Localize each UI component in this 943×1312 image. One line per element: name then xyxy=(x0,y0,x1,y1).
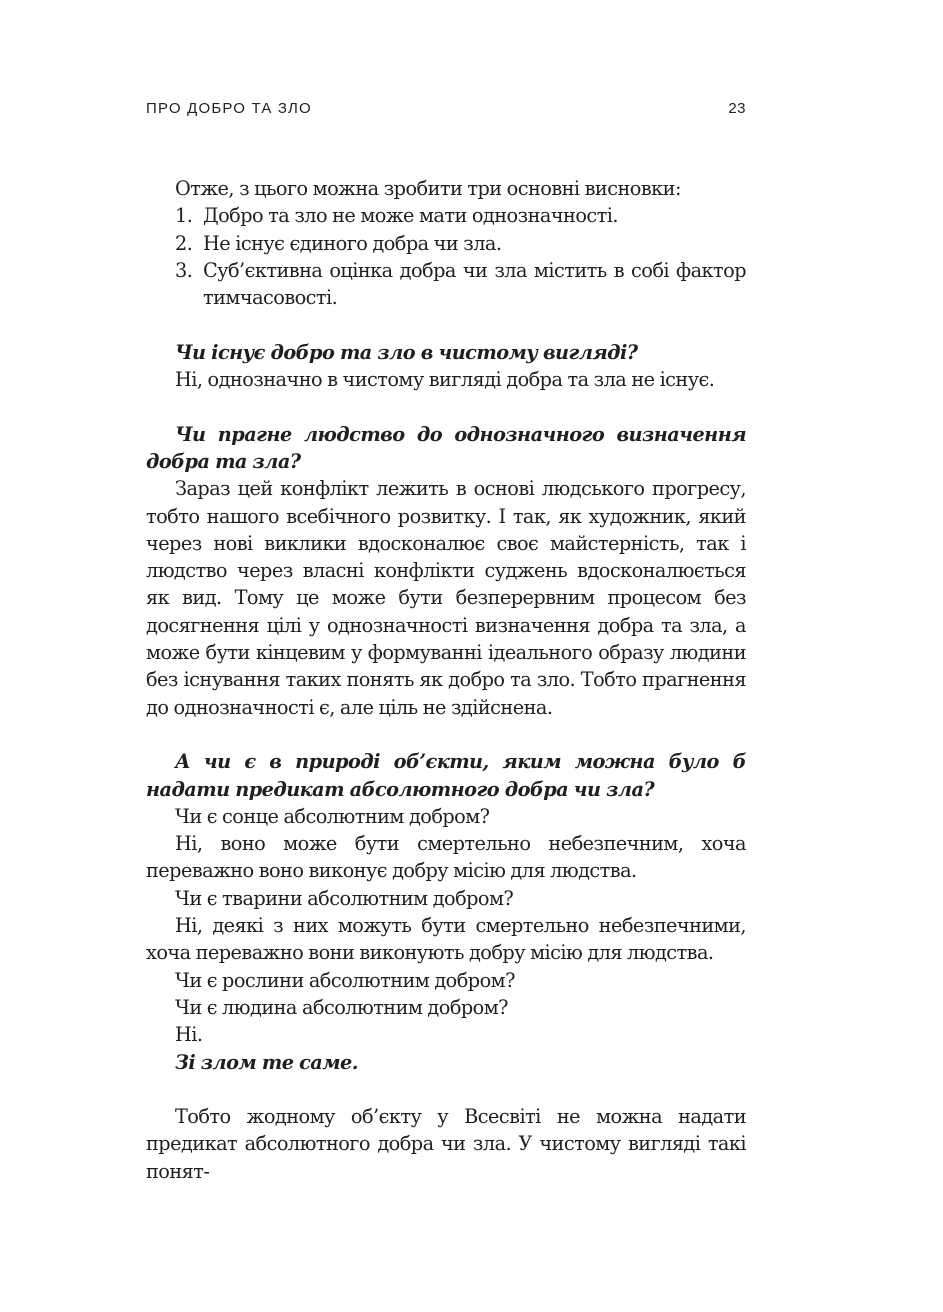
list-text: Добро та зло не може мати однозначності. xyxy=(203,204,618,228)
list-item xyxy=(146,257,746,312)
page-number: 23 xyxy=(728,100,746,117)
spacer xyxy=(146,1076,746,1103)
list-number: 3. xyxy=(175,258,193,282)
spacer xyxy=(146,393,746,420)
dialogue-line: Чи є тварини абсолютним добром? xyxy=(175,886,514,910)
dialogue-line: Чи є сонце абсолютним добром? xyxy=(175,804,490,828)
list-number: 2. xyxy=(175,231,193,255)
question-heading: Чи існує добро та зло в чистому вигляді? xyxy=(175,340,638,364)
list-text: Не існує єдиного добра чи зла. xyxy=(203,231,502,255)
chapter-title: ПРО ДОБРО ТА ЗЛО xyxy=(146,100,312,117)
final-paragraph: Тобто жодному об’єкту у Всесвіті не можна надати предикат абсолютного добра чи зла. У чистому вигляді такі понят- xyxy=(146,1105,746,1183)
spacer xyxy=(146,311,746,338)
closing-statement: Зі злом те саме. xyxy=(175,1050,358,1074)
body-text xyxy=(146,175,746,1185)
answer-paragraph: Зараз цей конфлікт лежить в основі людського прогресу, тобто нашого всебічного розвитку. І так, як художник, який через нові виклики вдосконалює своє майстерність, так і людство через власні конфлікти суджень вдосконалюється як вид. Тому це може бути безперервним процесом без досягнення цілі у однозначності визначення добра та зла, а може бути кінцевим у формуванні ідеального образу людини без існування таких понять як добро та зло. Тобто прагнення до однозначності є, але ціль не здійснена. xyxy=(146,477,746,719)
dialogue-line: Ні. xyxy=(175,1023,203,1047)
dialogue-line: Чи є рослини абсолютним добром? xyxy=(175,968,515,992)
question-heading: А чи є в природі об’єкти, яким можна було б надати предикат абсолютного добра чи зла? xyxy=(146,750,746,801)
list-item xyxy=(146,202,746,229)
spacer xyxy=(146,721,746,748)
running-header xyxy=(146,100,746,120)
dialogue-line: Ні, воно може бути смертельно небезпечним, хоча переважно воно виконує добру місію для людства. xyxy=(146,832,746,883)
question-heading: Чи прагне людство до однозначного визначення добра та зла? xyxy=(146,422,746,473)
list-number: 1. xyxy=(175,204,193,228)
dialogue-line: Чи є людина абсолютним добром? xyxy=(175,995,508,1019)
dialogue-line: Ні, деякі з них можуть бути смертельно небезпечними, хоча переважно вони виконують добру місію для людства. xyxy=(146,914,746,965)
intro-paragraph: Отже, з цього можна зробити три основні висновки: xyxy=(175,177,681,200)
conclusions-list xyxy=(146,202,746,311)
list-text: Суб’єктивна оцінка добра чи зла містить в собі фактор тимчасовості. xyxy=(203,258,746,310)
answer-paragraph: Ні, однозначно в чистому вигляді добра та зла не існує. xyxy=(175,368,715,392)
list-item xyxy=(146,230,746,257)
